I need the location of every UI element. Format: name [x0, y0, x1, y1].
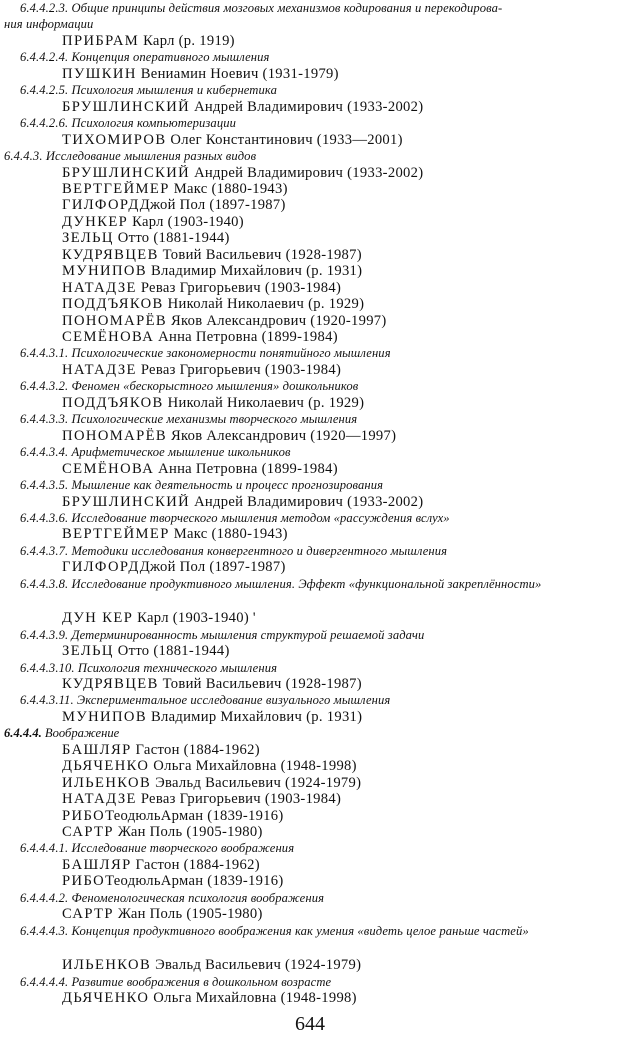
section-heading: 6.4.4.3.5. Мышление как деятельность и процесс прогнозирования — [20, 478, 384, 493]
person-details: Гастон (1884-1962) — [131, 741, 260, 758]
person-entry — [62, 247, 620, 264]
person-entry — [62, 758, 620, 775]
person-entry — [62, 643, 620, 660]
section-heading: 6.4.4.2.5. Психология мышления и кибернетика — [20, 83, 277, 98]
person-details: Жан Поль (1905-1980) — [113, 824, 263, 840]
person-entry — [62, 461, 620, 478]
person-details: Макс (1880-1943) — [169, 180, 288, 197]
person-details: Отто (1881-1944) — [113, 643, 230, 660]
person-entry — [62, 709, 620, 726]
person-details: Андрей Владимирович (1933-2002) — [190, 493, 424, 510]
section-heading: 6.4.4.3.9. Детерминированность мышления структурой решаемой задачи — [20, 627, 425, 642]
person-details: Яков Александрович (1920-1997) — [167, 312, 387, 329]
person-details: Эвальд Васильевич (1924-1979) — [151, 774, 362, 791]
section-heading: 6.4.4.3.11. Экспериментальное исследование визуального мышления — [20, 693, 391, 708]
person-entry — [62, 66, 620, 83]
section-heading: 6.4.4.3.7. Методики исследования конвергентного и дивергентного мышления — [20, 543, 448, 558]
person-surname: ДЬЯЧЕНКО — [62, 758, 150, 775]
person-surname: ИЛЬЕНКОВ — [62, 957, 152, 974]
person-details: Андрей Владимирович (1933-2002) — [190, 98, 424, 115]
person-surname: РИБО — [62, 873, 106, 890]
person-details: Анна Петровна (1899-1984) — [154, 460, 338, 477]
person-surname: ДУН КЕР — [62, 610, 134, 627]
section-heading: 6.4.4.3.2. Феномен «бескорыстного мышления» дошкольников — [20, 379, 359, 394]
person-details: Товий Васильевич (1928-1987) — [158, 246, 362, 263]
person-surname: СЕМЁНОВА — [62, 329, 155, 345]
section-heading: 6.4.4.4.1. Исследование творческого воображения — [20, 841, 295, 856]
section-heading: 6.4.4.3.6. Исследование творческого мышления методом «рассуждения вслух» — [20, 510, 450, 525]
person-details: Владимир Михайлович (р. 1931) — [147, 263, 363, 280]
person-entry — [62, 808, 620, 825]
section-heading: 6.4.4.3.1. Психологические закономерности понятийного мышления — [20, 346, 391, 361]
person-surname: БАШЛЯР — [62, 741, 132, 758]
person-surname: БРУШЛИНСКИЙ — [62, 164, 191, 181]
person-surname: ДЬЯЧЕНКО — [62, 990, 150, 1006]
person-entry — [62, 494, 620, 511]
person-details: Николай Николаевич (р. 1929) — [163, 394, 365, 411]
person-details: Владимир Михайлович (р. 1931) — [147, 708, 363, 725]
person-details: Карл (р. 1919) — [139, 32, 235, 49]
person-surname: ПОДДЪЯКОВ — [62, 296, 164, 313]
person-entry — [62, 610, 620, 627]
person-entry — [62, 990, 620, 1007]
person-entry — [62, 99, 620, 116]
person-details: Вениамин Ноевич (1931-1979) — [136, 65, 339, 82]
person-details: Яков Александрович (1920—1997) — [167, 427, 397, 444]
person-entry — [62, 181, 620, 198]
person-details: Андрей Владимирович (1933-2002) — [190, 164, 424, 181]
person-entry — [62, 906, 620, 923]
person-entry — [62, 230, 620, 247]
person-details: Ольга Михайловна (1948-1998) — [149, 758, 357, 775]
person-entry — [62, 165, 620, 182]
section-heading: 6.4.4.2.4. Концепция оперативного мышления — [20, 50, 270, 65]
person-surname: БРУШЛИНСКИЙ — [62, 493, 191, 510]
section-heading: 6.4.4.4.4. Развитие воображения в дошкольном возрасте — [20, 974, 332, 989]
person-details: Олег Константинович (1933—2001) — [166, 131, 403, 148]
person-details: Реваз Григорьевич (1903-1984) — [136, 279, 342, 296]
page-number: 644 — [295, 1013, 325, 1035]
person-surname: ПРИБРАМ — [62, 32, 140, 49]
person-entry — [62, 197, 620, 214]
person-entry — [62, 313, 620, 330]
person-surname: ПОДДЪЯКОВ — [62, 394, 164, 411]
section-number: 6.4.4.4. — [4, 726, 42, 741]
person-surname: КУДРЯВЦЕВ — [62, 675, 159, 692]
person-surname: СЕМЁНОВА — [62, 460, 155, 477]
person-surname: ДУНКЕР — [62, 213, 129, 230]
person-entry — [62, 395, 620, 412]
person-details: Карл (1903-1940) ' — [133, 610, 256, 627]
person-surname: ПУШКИН — [62, 65, 137, 82]
person-entry — [62, 33, 620, 50]
person-entry — [62, 559, 620, 576]
person-surname: ИЛЬЕНКОВ — [62, 774, 152, 791]
person-surname: ЗЕЛЬЦ — [62, 230, 114, 247]
person-surname: ГИЛФОРД — [62, 559, 140, 576]
section-heading: 6.4.4.4.2. Феноменологическая психология воображения — [20, 890, 325, 905]
person-entry — [62, 775, 620, 792]
section-heading: ния информации — [4, 17, 94, 32]
person-surname: САРТР — [62, 906, 114, 923]
section-heading: 6.4.4.3.4. Арифметическое мышление школьников — [20, 445, 291, 460]
person-details: Карл (1903-1940) — [128, 213, 244, 230]
person-surname: ТИХОМИРОВ — [62, 131, 167, 148]
person-surname: КУДРЯВЦЕВ — [62, 246, 159, 263]
section-title: Воображение — [41, 726, 120, 741]
section-heading: 6.4.4.3.10. Психология технического мышления — [20, 660, 278, 675]
person-surname: САРТР — [62, 824, 114, 840]
section-heading: 6.4.4.3. Исследование мышления разных видов — [4, 149, 257, 164]
person-details: ТеодюльАрман (1839-1916) — [105, 873, 284, 890]
person-entry — [62, 280, 620, 297]
person-details: Гастон (1884-1962) — [131, 856, 260, 873]
person-details: Товий Васильевич (1928-1987) — [158, 675, 362, 692]
person-surname: БРУШЛИНСКИЙ — [62, 98, 191, 115]
person-surname: БАШЛЯР — [62, 856, 132, 873]
person-entry — [62, 873, 620, 890]
person-surname: ВЕРТГЕЙМЕР — [62, 180, 170, 197]
section-heading: 6.4.4.2.3. Общие принципы действия мозговых механизмов кодирования и перекодирова- — [20, 1, 503, 15]
person-entry — [62, 132, 620, 149]
person-surname: ПОНОМАРЁВ — [62, 427, 168, 444]
person-details: Николай Николаевич (р. 1929) — [163, 296, 365, 313]
person-details: Джой Пол (1897-1987) — [139, 559, 286, 576]
section-heading: 6.4.4.4.3. Концепция продуктивного воображения как умения «видеть целое раньше частей» — [20, 923, 529, 938]
person-surname: РИБО — [62, 807, 106, 824]
section-heading: 6.4.4.2.6. Психология компьютеризации — [20, 116, 237, 131]
person-details: Джой Пол (1897-1987) — [139, 197, 286, 214]
person-entry — [62, 428, 620, 445]
person-surname: НАТАДЗЕ — [62, 791, 137, 808]
person-details: Отто (1881-1944) — [113, 230, 230, 247]
person-surname: ЗЕЛЬЦ — [62, 643, 114, 660]
person-entry — [62, 742, 620, 759]
person-details: ТеодюльАрман (1839-1916) — [105, 807, 284, 824]
person-details: Макс (1880-1943) — [169, 526, 288, 543]
person-surname: НАТАДЗЕ — [62, 361, 137, 378]
person-entry — [62, 957, 620, 974]
person-entry — [62, 329, 620, 346]
person-surname: НАТАДЗЕ — [62, 279, 137, 296]
person-entry — [62, 214, 620, 231]
person-details: Реваз Григорьевич (1903-1984) — [136, 791, 342, 808]
person-details: Реваз Григорьевич (1903-1984) — [136, 361, 342, 378]
section-heading: 6.4.4.3.3. Психологические механизмы творческого мышления — [20, 412, 358, 427]
person-surname: ПОНОМАРЁВ — [62, 312, 168, 329]
section-heading: 6.4.4.3.8. Исследование продуктивного мышления. Эффект «функциональной закреплённости» — [20, 576, 542, 591]
person-details: Ольга Михайловна (1948-1998) — [149, 990, 357, 1006]
person-entry — [62, 526, 620, 543]
person-entry — [62, 676, 620, 693]
person-entry — [62, 791, 620, 808]
person-entry — [62, 362, 620, 379]
person-surname: МУНИПОВ — [62, 708, 147, 725]
person-details: Эвальд Васильевич (1924-1979) — [151, 957, 362, 974]
person-entry — [62, 296, 620, 313]
person-entry — [62, 263, 620, 280]
person-details: Жан Поль (1905-1980) — [113, 906, 263, 923]
person-details: Анна Петровна (1899-1984) — [154, 329, 338, 345]
person-surname: МУНИПОВ — [62, 263, 147, 280]
person-surname: ГИЛФОРД — [62, 197, 140, 214]
person-entry — [62, 857, 620, 874]
person-entry — [62, 824, 620, 841]
person-surname: ВЕРТГЕЙМЕР — [62, 526, 170, 543]
section-heading — [4, 725, 620, 742]
